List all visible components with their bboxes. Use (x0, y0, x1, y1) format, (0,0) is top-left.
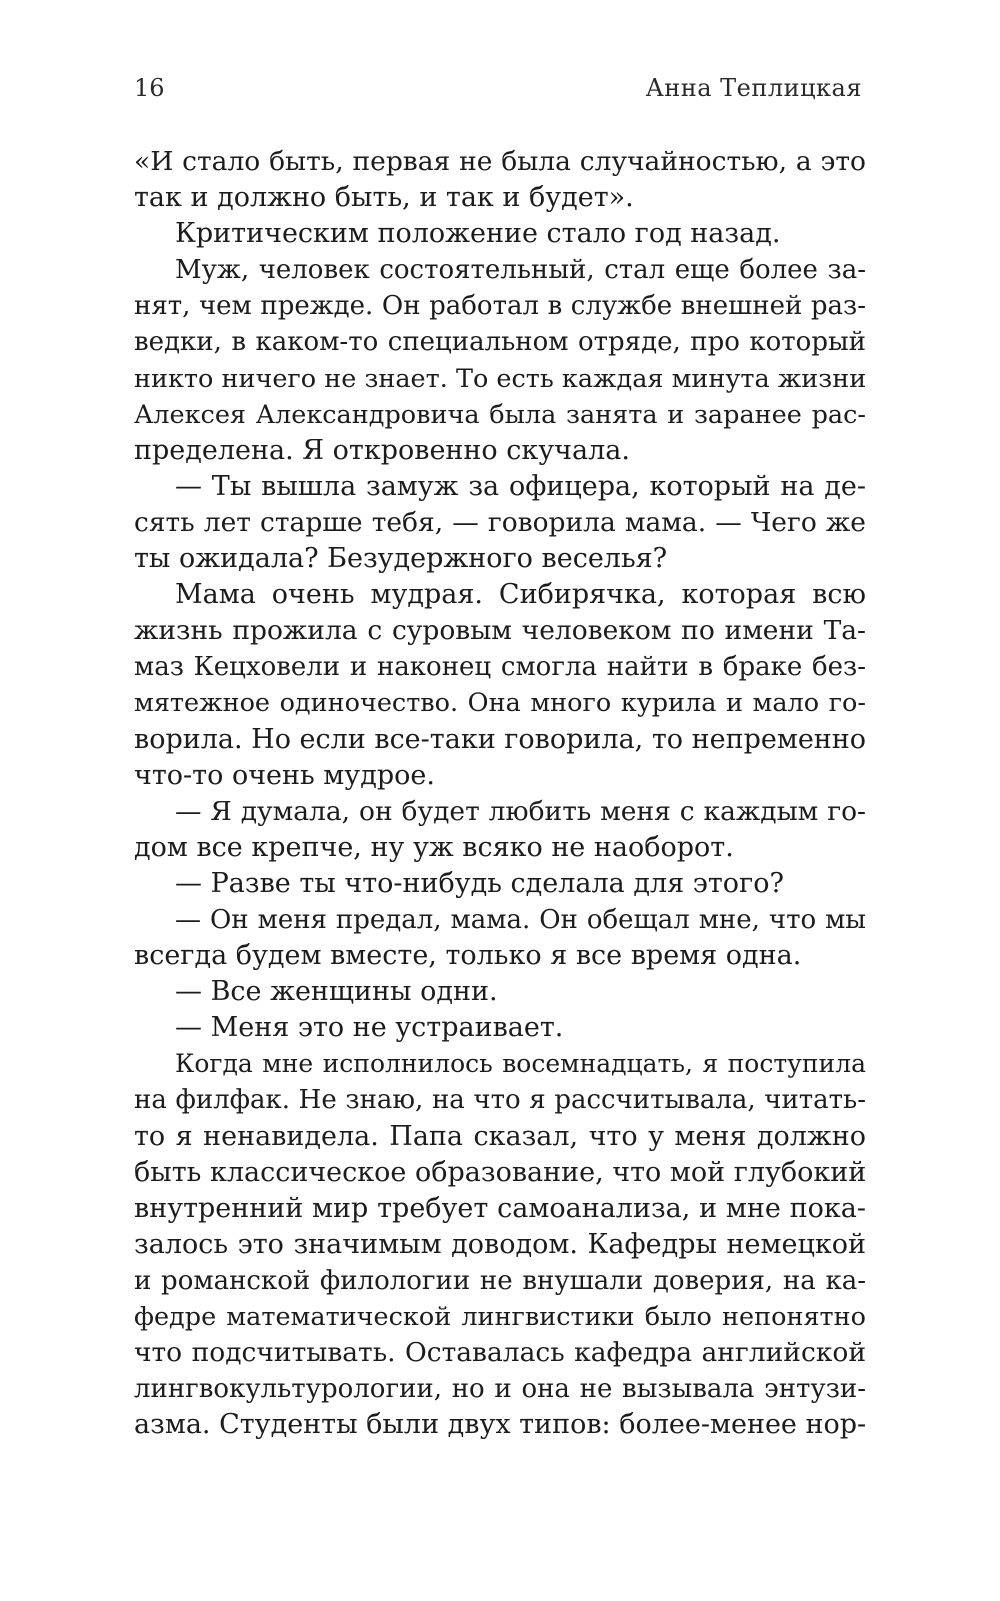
text-line: лингвокультурологии, но и она не вызывала энтузи- (134, 1374, 866, 1405)
text-line: внутренний мир требует самоанализа, и мне пока- (134, 1192, 866, 1224)
text-line: на филфак. Не знаю, на что я рассчитывала, читать- (134, 1085, 866, 1116)
text-line: маз Кецховели и наконец смогла найти в браке без- (134, 652, 866, 683)
text-line: что подсчитывать. Оставалась кафедра английской (134, 1337, 866, 1369)
text-line: всегда будем вместе, только я все время одна. (134, 940, 802, 972)
text-line: быть классическое образование, что мой глубокий (134, 1156, 867, 1188)
text-line: и романской филологии не внушали доверия, на ка- (134, 1265, 866, 1296)
page-number: 16 (134, 74, 165, 102)
text-line: — Он меня предал, мама. Он обещал мне, что мы (175, 904, 866, 935)
text-line: Мама очень мудрая. Сибирячка, которая всю (175, 579, 866, 611)
text-line: Муж, человек состоятельный, стал еще более за- (175, 255, 866, 286)
text-line: то я ненавидела. Папа сказал, что у меня должно (134, 1120, 866, 1152)
text-line: — Разве ты что-нибудь сделала для этого? (175, 867, 784, 899)
text-line: никто ничего не знает. То есть каждая минута жизни (134, 363, 867, 394)
text-line: «И стало быть, первая не была случайностью, а это (134, 146, 866, 177)
text-line: нят, чем прежде. Он работал в службе внешней раз- (134, 291, 866, 322)
text-line: пределена. Я откровенно скучала. (134, 434, 630, 466)
text-line: залось это значимым доводом. Кафедры немецкой (134, 1228, 866, 1260)
text-line: — Меня это не устраивает. (175, 1012, 564, 1044)
text-line: ведки, в каком-то специальном отряде, про который (134, 327, 866, 358)
text-line: федре математической лингвистики было непонятно (134, 1302, 866, 1332)
text-line: мятежное одиночество. Она много курила и мало го- (134, 688, 866, 719)
text-line: жизнь прожила с суровым человеком по имени Та- (134, 615, 866, 647)
text-line: азма. Студенты были двух типов: более-менее нор- (134, 1409, 867, 1441)
running-head (134, 72, 862, 104)
text-line: так и должно быть, и так и будет». (134, 182, 634, 214)
author-name: Анна Теплицкая (645, 74, 862, 102)
text-line: ты ожидала? Безудержного веселья? (134, 543, 668, 575)
text-line: сять лет старше тебя, — говорила мама. — Чего же (134, 506, 866, 538)
text-line: Критическим положение стало год назад. (175, 218, 781, 250)
text-line: Алексея Александровича была занята и заранее рас- (134, 399, 866, 430)
text-line: что-то очень мудрое. (134, 759, 435, 791)
text-line: ворила. Но если все-таки говорила, то непременно (134, 723, 867, 755)
text-line: — Я думала, он будет любить меня с каждым го- (175, 795, 866, 827)
text-line: — Все женщины одни. (175, 976, 498, 1008)
body-text (134, 144, 866, 1443)
text-line: — Ты вышла замуж за офицера, который на де- (175, 470, 866, 502)
text-line: Когда мне исполнилось восемнадцать, я поступила (175, 1049, 866, 1079)
text-line: дом все крепче, ну уж всяко не наоборот. (134, 831, 734, 863)
